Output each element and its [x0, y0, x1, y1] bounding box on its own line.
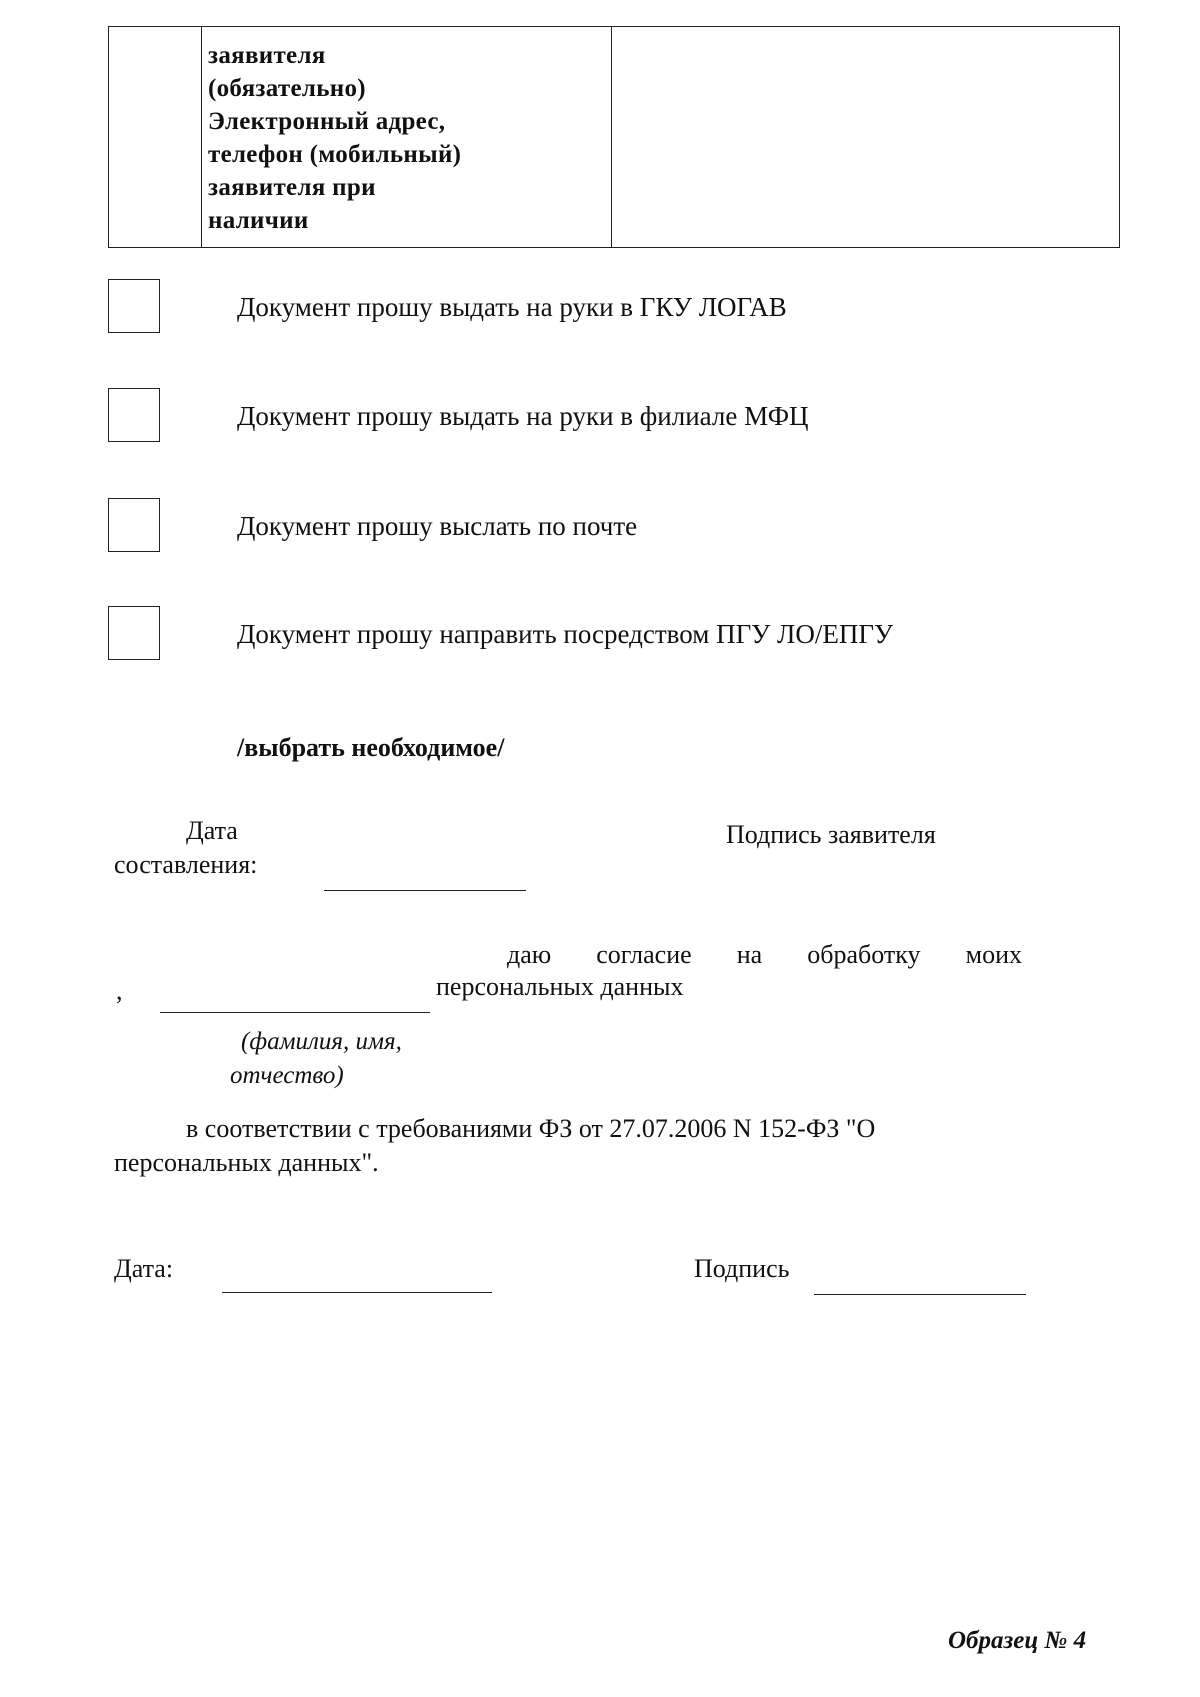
option-label-pgu: Документ прошу направить посредством ПГУ ЛО/ЕПГУ — [237, 619, 894, 649]
choose-note: /выбрать необходимое/ — [237, 733, 505, 762]
option-checkbox-pgu[interactable] — [108, 606, 160, 660]
signature-short-line[interactable] — [814, 1294, 1026, 1295]
table-label-line: телефон (мобильный) — [208, 141, 462, 168]
signature-label: Подпись заявителя — [726, 820, 936, 849]
consent-word: согласие — [596, 940, 692, 969]
table-label-line: наличии — [208, 207, 309, 234]
date-short-label: Дата: — [114, 1254, 174, 1283]
consent-line — [507, 940, 1022, 970]
consent-comma: , — [116, 976, 123, 1005]
consent-word: моих — [965, 940, 1022, 969]
law-line-2: персональных данных". — [114, 1148, 379, 1177]
option-checkbox-mfc[interactable] — [108, 388, 160, 442]
option-checkbox-logav[interactable] — [108, 279, 160, 333]
consent-word: обработку — [807, 940, 921, 969]
option-checkbox-post[interactable] — [108, 498, 160, 552]
date-label: Дата — [186, 816, 238, 845]
table-label-line: заявителя при — [208, 174, 376, 201]
fio-hint-2: отчество) — [230, 1062, 344, 1089]
option-label-post: Документ прошу выслать по почте — [237, 511, 638, 541]
date-field-line[interactable] — [324, 890, 526, 891]
table-cell-number — [109, 27, 202, 247]
applicant-table — [108, 26, 1120, 248]
sample-number: Образец № 4 — [948, 1627, 1087, 1654]
table-cell-value[interactable] — [612, 27, 1119, 247]
table-label-line: (обязательно) — [208, 75, 366, 102]
fio-hint-1: (фамилия, имя, — [241, 1028, 402, 1055]
law-line-1: в соответствии с требованиями ФЗ от 27.07.2006 N 152-ФЗ "О — [186, 1114, 876, 1143]
table-label-line: заявителя — [208, 42, 326, 69]
date-short-line[interactable] — [222, 1292, 492, 1293]
consent-word: на — [736, 940, 763, 969]
option-label-mfc: Документ прошу выдать на руки в филиале МФЦ — [237, 401, 809, 431]
name-field-line[interactable] — [160, 1012, 430, 1013]
table-cell-label — [202, 27, 612, 247]
consent-word: даю — [507, 940, 552, 969]
option-label-logav: Документ прошу выдать на руки в ГКУ ЛОГАВ — [237, 292, 787, 322]
date-label-cont: составления: — [114, 850, 258, 879]
signature-short-label: Подпись — [694, 1254, 790, 1283]
table-label-line: Электронный адрес, — [208, 108, 446, 135]
consent-line-2: персональных данных — [436, 972, 684, 1001]
